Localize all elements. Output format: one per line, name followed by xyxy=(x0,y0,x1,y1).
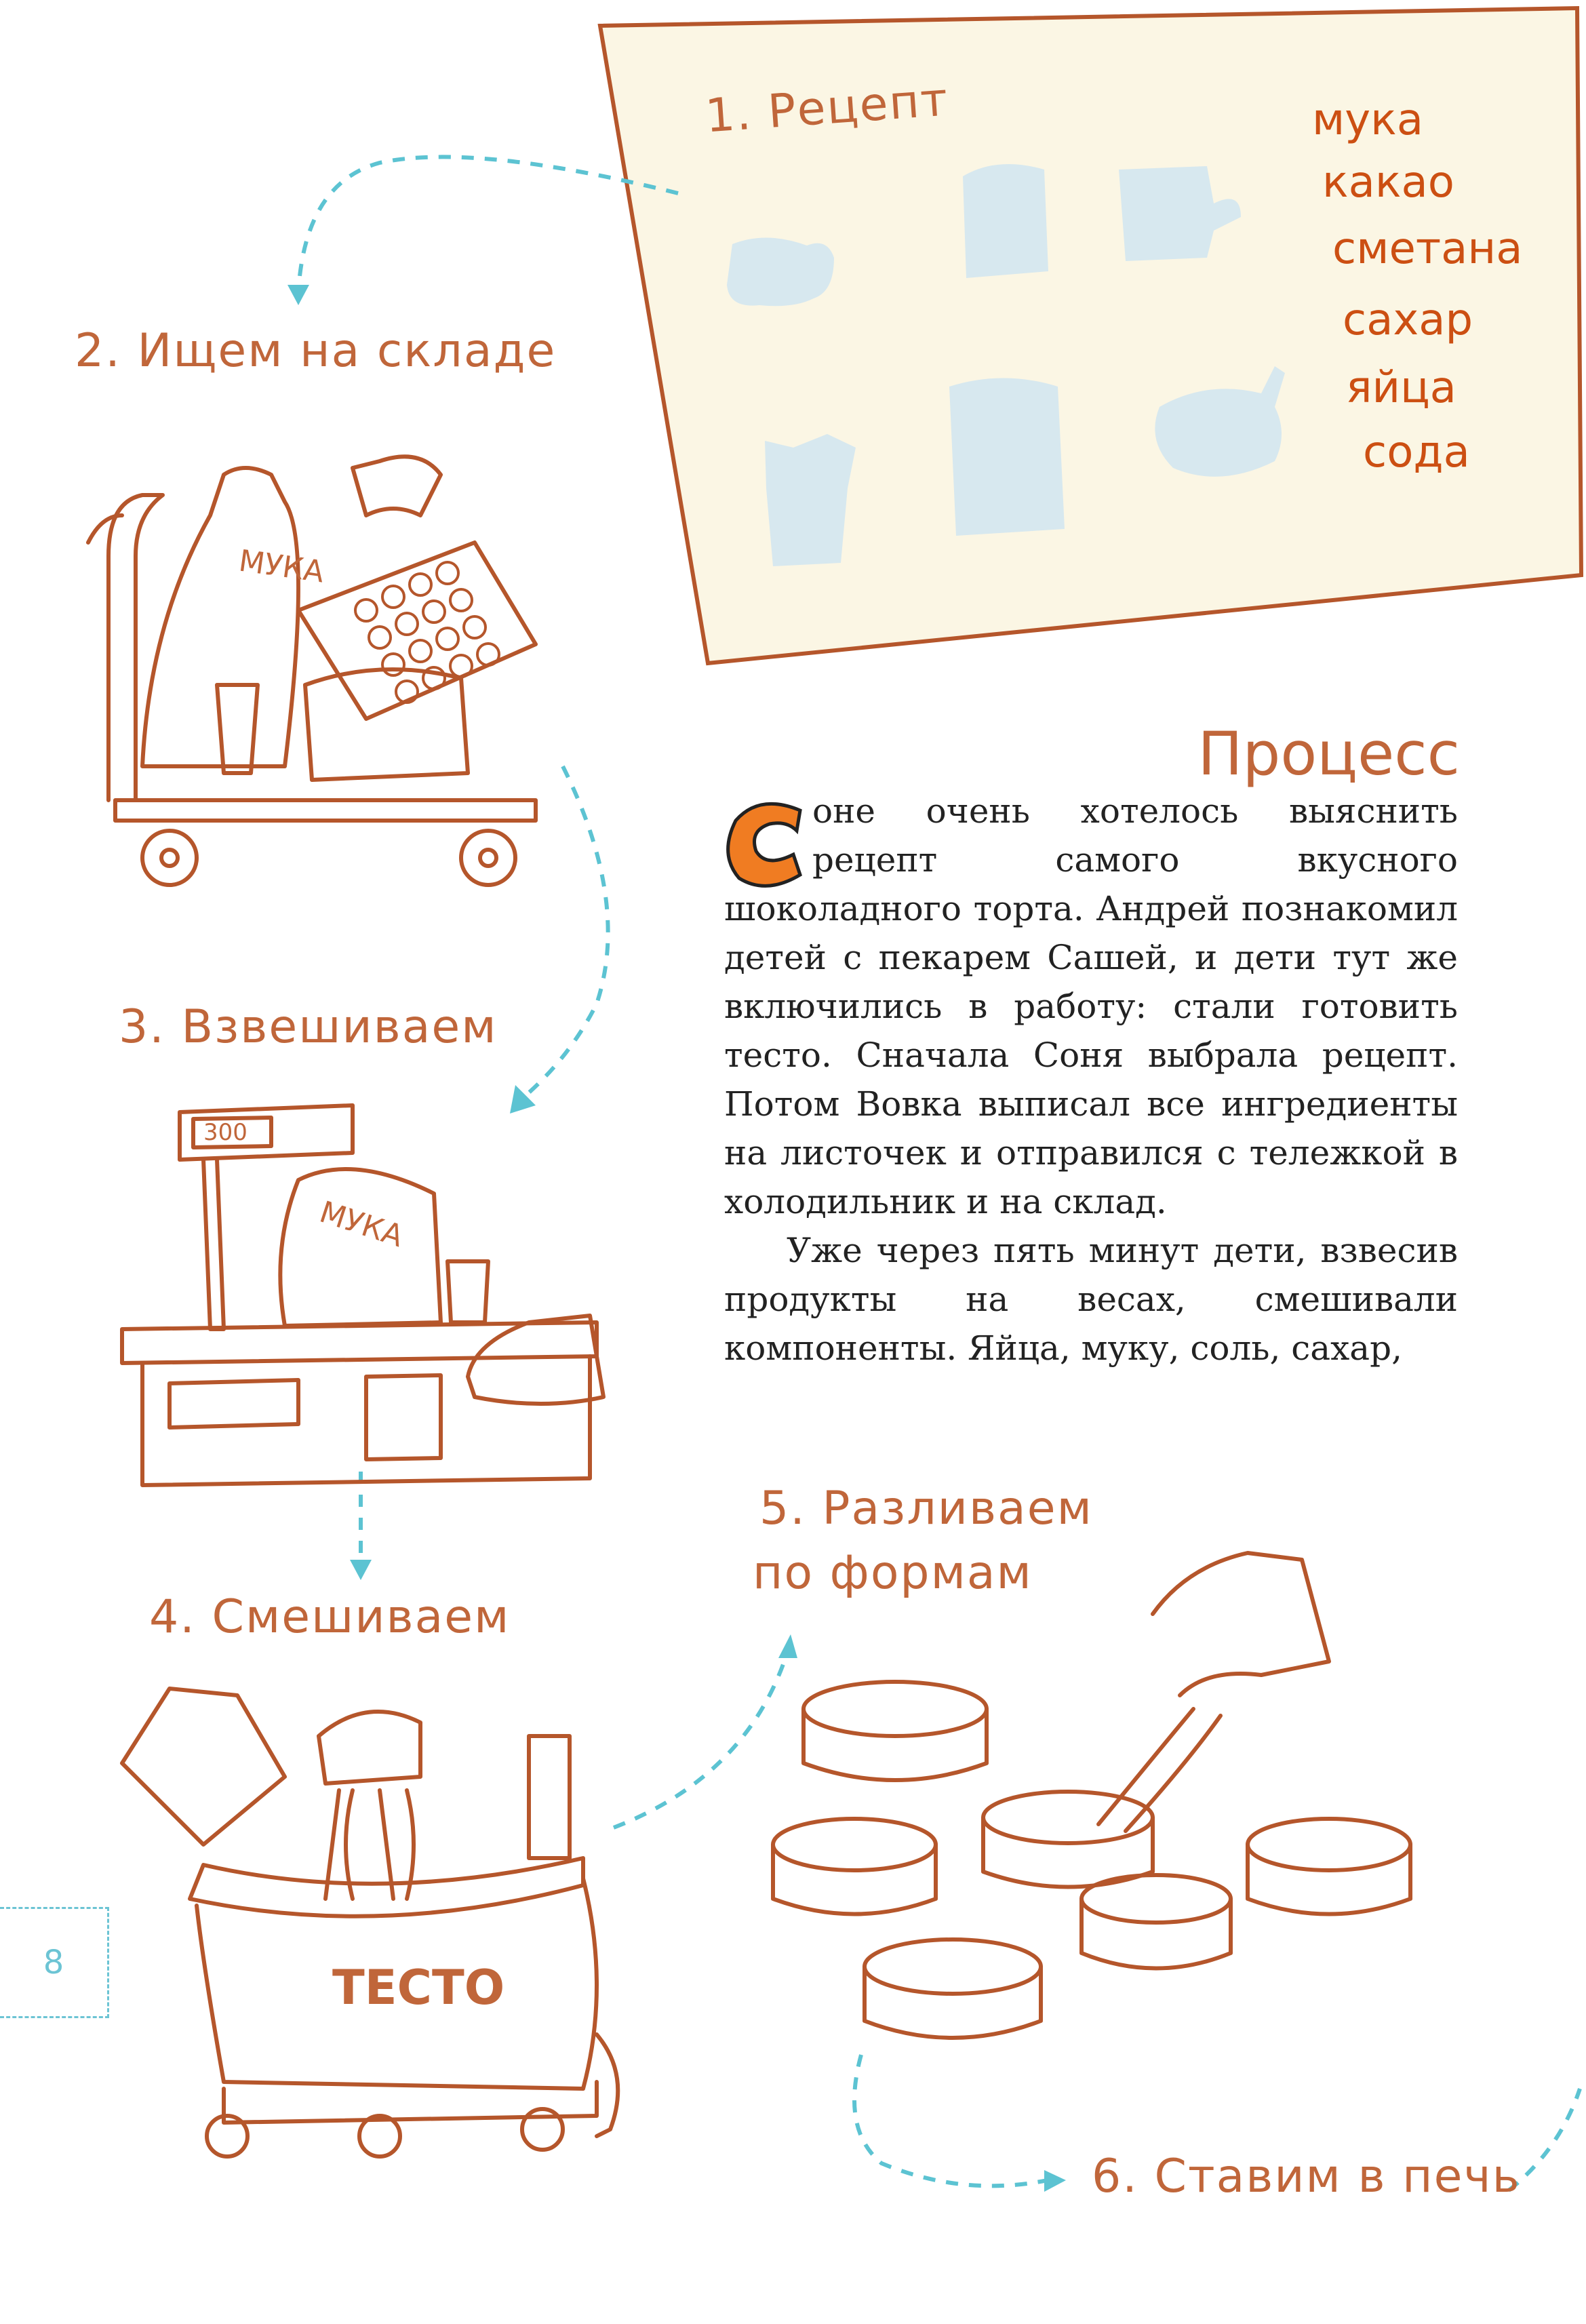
article-paragraph-1: оне очень хотелось выяснить рецепт самого вкусного шоколадного торта. Андрей познакомил детей с пекарем Сашей, и дети тут же включились в работу: стали готовить тесто. Сначала Соня выбрала рецепт. Потом Вовка выписал все ингредиенты на листочек и отправился с тележкой в холодильник и на склад. xyxy=(724,791,1458,1221)
ingredient-item: сода xyxy=(1363,427,1470,477)
step-5-label-line1: 5. Разливаем xyxy=(759,1482,1093,1535)
ingredient-item: какао xyxy=(1322,157,1454,208)
page-number: 8 xyxy=(0,1907,109,2018)
recipe-card-title: 1. Рецепт xyxy=(703,73,951,144)
ingredient-item: мука xyxy=(1312,95,1424,145)
article-paragraph-2: Уже через пять минут дети, взвесив продукты на весах, смешивали компоненты. Яйца, муку, соль, сахар, xyxy=(724,1231,1458,1368)
scale-illustration xyxy=(122,1105,603,1485)
ingredient-item: яйца xyxy=(1346,363,1456,413)
pans-illustration xyxy=(773,1553,1410,2038)
ingredient-item: сахар xyxy=(1343,295,1473,345)
egg-tray xyxy=(355,562,499,703)
mixer-bowl-label: ТЕСТО xyxy=(332,1960,505,2015)
cart-flour-label: МУКА xyxy=(237,543,327,590)
scale-display-label: 300 xyxy=(203,1119,247,1146)
scale-flour-label: МУКА xyxy=(315,1194,408,1255)
step-5-label-line2: по формам xyxy=(753,1546,1033,1600)
dropcap-letter xyxy=(724,796,804,876)
article-body xyxy=(724,787,1458,1373)
step-4-label: 4. Смешиваем xyxy=(149,1590,511,1644)
ingredient-item: сметана xyxy=(1332,224,1523,274)
mixer-illustration xyxy=(122,1689,618,2156)
section-heading: Процесс xyxy=(1197,719,1460,789)
step-2-label: 2. Ищем на складе xyxy=(75,324,557,378)
cart-illustration xyxy=(88,456,536,885)
step-3-label: 3. Взвешиваем xyxy=(119,1000,498,1054)
step-6-label: 6. Ставим в печь xyxy=(1092,2150,1521,2203)
